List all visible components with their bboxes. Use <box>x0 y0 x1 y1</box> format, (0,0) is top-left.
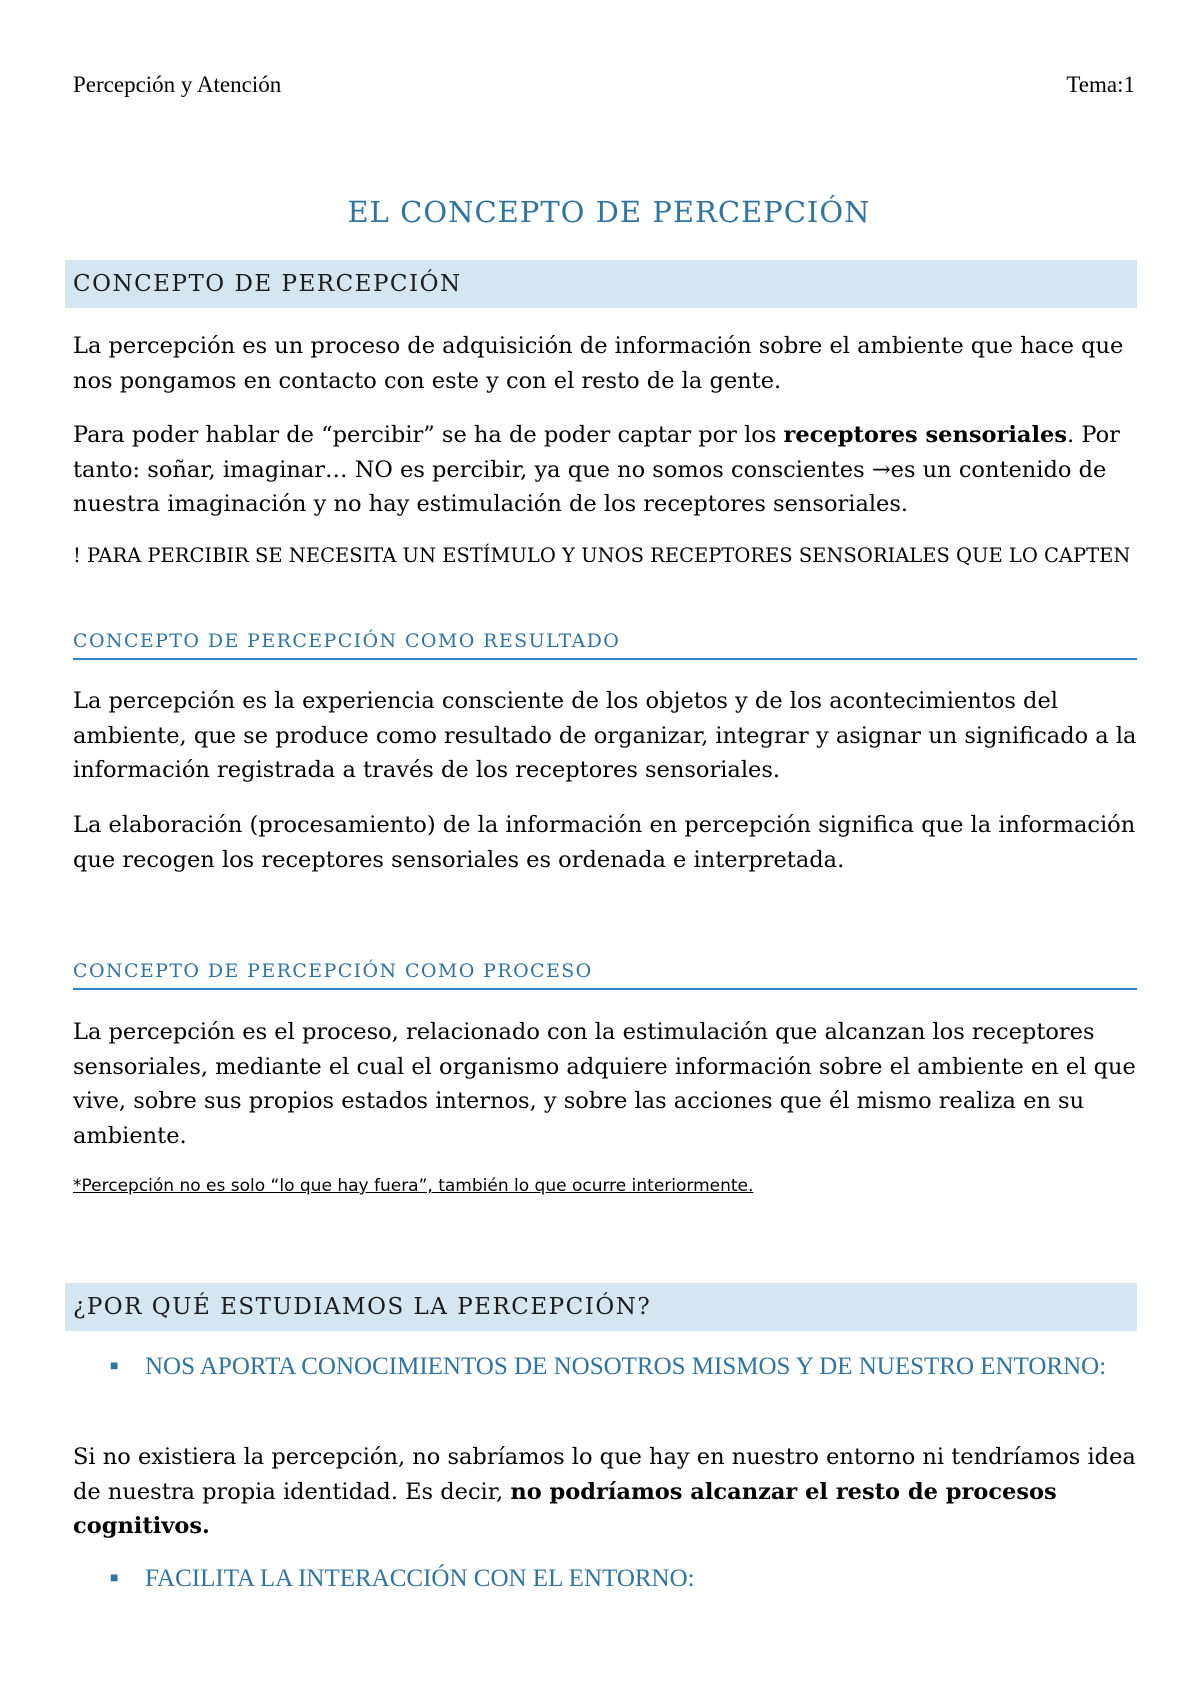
square-bullet-icon: ■ <box>110 1359 119 1374</box>
notice-text: ! PARA PERCIBIR SE NECESITA UN ESTÍMULO Y UNOS RECEPTORES SENSORIALES QUE LO CAPTEN <box>73 544 1131 567</box>
paragraph-proceso: La percepción es el proceso, relacionado con la estimulación que alcanzan los receptores sensoriales, mediante el cual el organismo adquiere información sobre el ambiente en el que vive, sobre sus propios estados internos, y sobre las acciones que él mismo realiza en su ambiente. <box>73 1019 1136 1149</box>
section-heading-text: CONCEPTO DE PERCEPCIÓN <box>73 271 462 297</box>
bullet-item-interaccion <box>73 1562 1145 1596</box>
header-topic: Tema:1 <box>1066 72 1135 97</box>
bullet-item-conocimientos <box>73 1350 1145 1384</box>
paragraph-text: Para poder hablar de “percibir” se ha de poder captar por los <box>73 422 784 448</box>
section-heading-concepto <box>65 260 1137 308</box>
subheading-resultado: CONCEPTO DE PERCEPCIÓN COMO RESULTADO <box>73 630 1137 660</box>
document-title: EL CONCEPTO DE PERCEPCIÓN <box>347 195 871 229</box>
paragraph-identidad <box>73 1440 1145 1544</box>
footnote-text: *Percepción no es solo “lo que hay fuera”, también lo que ocurre interiormente. <box>73 1176 754 1196</box>
header-course: Percepción y Atención <box>73 72 282 97</box>
paragraph-elaboracion: La elaboración (procesamiento) de la información en percepción significa que la información que recogen los receptores sensoriales es ordenada e interpretada. <box>73 812 1136 873</box>
bullet-text: FACILITA LA INTERACCIÓN CON EL ENTORNO: <box>145 1565 695 1592</box>
subheading-proceso: CONCEPTO DE PERCEPCIÓN COMO PROCESO <box>73 960 1137 990</box>
bold-term: no podríamos alcanzar el resto de procesos cognitivos. <box>73 1478 1057 1539</box>
paragraph-definition: La percepción es un proceso de adquisición de información sobre el ambiente que hace que nos pongamos en contacto con este y con el resto de la gente. <box>73 333 1124 394</box>
bold-term: receptores sensoriales <box>783 422 1068 448</box>
bullet-text: NOS APORTA CONOCIMIENTOS DE NOSOTROS MISMOS Y DE NUESTRO ENTORNO: <box>145 1353 1107 1380</box>
paragraph-percibir <box>73 418 1145 522</box>
paragraph-text: . Por tanto: soñar, imaginar… NO es percibir, ya que no somos conscientes →es un contenido de nuestra imaginación y no hay estimulación de los receptores sensoriales. <box>73 422 1120 517</box>
section-heading-por-que <box>65 1283 1137 1331</box>
paragraph-resultado: La percepción es la experiencia consciente de los objetos y de los acontecimientos del ambiente, que se produce como resultado de organizar, integrar y asignar un significado a la información registrada a través de los receptores sensoriales. <box>73 688 1137 783</box>
square-bullet-icon: ■ <box>110 1571 119 1586</box>
paragraph-text: Si no existiera la percepción, no sabríamos lo que hay en nuestro entorno ni tendríamos idea de nuestra propia identidad. Es decir, <box>73 1444 1136 1505</box>
section-heading-text: ¿POR QUÉ ESTUDIAMOS LA PERCEPCIÓN? <box>73 1294 652 1320</box>
page-header <box>73 72 1135 98</box>
